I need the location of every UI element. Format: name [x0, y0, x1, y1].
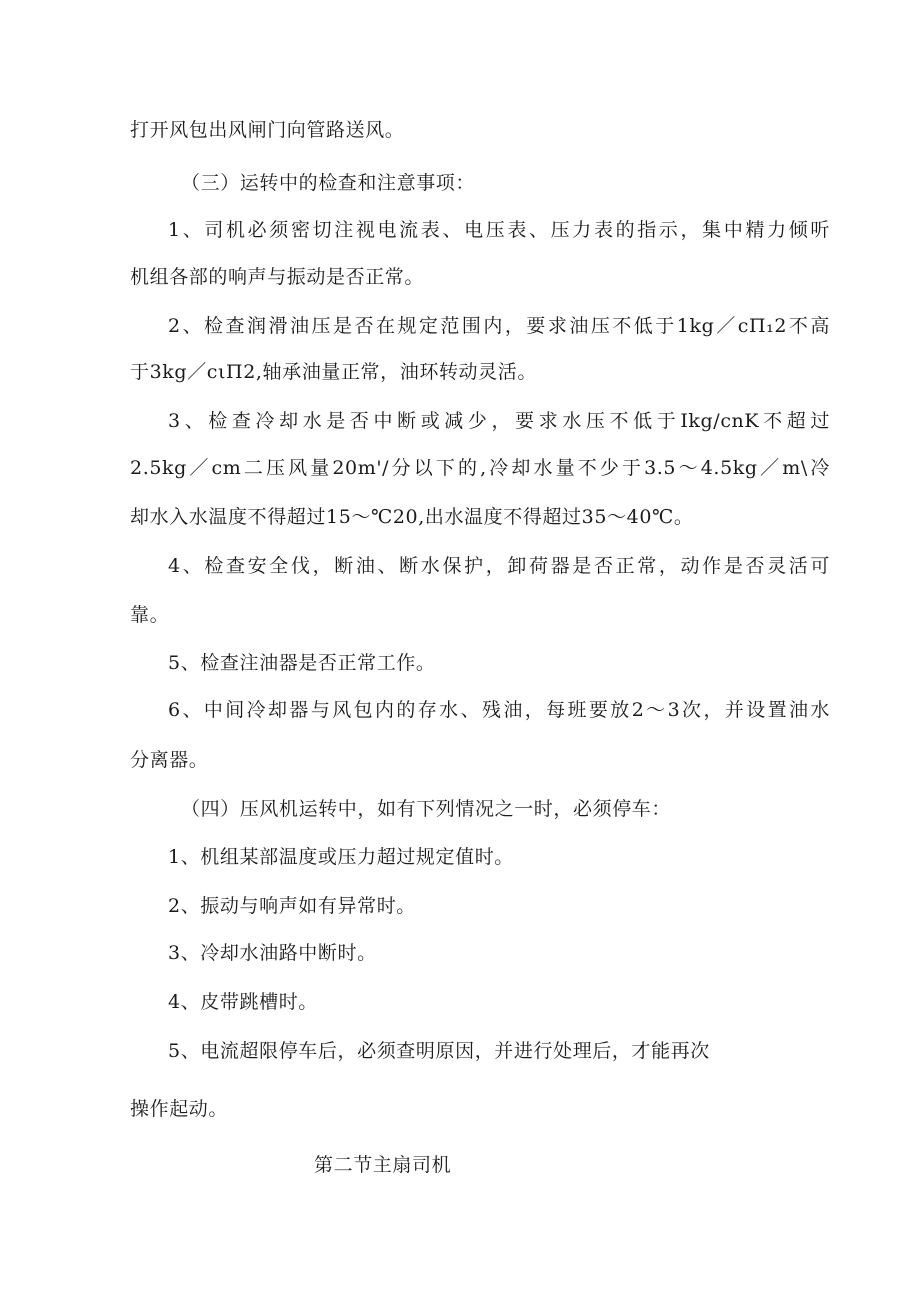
- text-line-stop-5b: 操作起动。: [130, 1098, 229, 1120]
- section-heading: 第二节主扇司机: [314, 1154, 452, 1176]
- text-line-item-5: 5、检查注油器是否正常工作。: [168, 652, 436, 674]
- text-line-item-2b: 于3kg／cιΠ2,轴承油量正常，油环转动灵活。: [130, 361, 537, 383]
- text-line-stop-1: 1、机组某部温度或压力超过规定值时。: [168, 846, 514, 868]
- text-line-item-4a: 4、检查安全伐，断油、断水保护，卸荷器是否正常，动作是否灵活可: [168, 555, 830, 577]
- text-line-item-3b: 2.5kg／cm二压风量20m'/分以下的,冷却水量不少于3.5～4.5kg／m\冷: [130, 457, 830, 479]
- text-line-item-1a: 1、司机必须密切注视电流表、电压表、压力表的指示，集中精力倾听: [168, 219, 830, 241]
- text-line-item-6a: 6、中间冷却器与风包内的存水、残油，每班要放2～3次，并设置油水: [168, 699, 830, 721]
- text-line-stop-2: 2、振动与响声如有异常时。: [168, 895, 416, 917]
- text-line-item-3c: 却水入水温度不得超过15～℃20,出水温度不得超过35～40℃。: [130, 506, 694, 528]
- text-line-stop-4: 4、皮带跳槽时。: [168, 991, 318, 1013]
- subheading-4: （四）压风机运转中，如有下列情况之一时，必须停车：: [181, 798, 672, 820]
- text-line-item-3a: 3、检查冷却水是否中断或减少，要求水压不低于Ikg/cnK不超过: [168, 410, 830, 432]
- subheading-3: （三）运转中的检查和注意事项：: [181, 172, 476, 194]
- text-line-item-4b: 靠。: [130, 604, 170, 626]
- text-line-stop-5a: 5、电流超限停车后，必须查明原因，并进行处理后，才能再次: [168, 1040, 710, 1062]
- text-line-1: 打开风包出风闸门向管路送风。: [130, 119, 405, 141]
- text-line-item-2a: 2、检查润滑油压是否在规定范围内，要求油压不低于1kg／cΠ₁2不高: [168, 315, 830, 337]
- text-line-item-6b: 分离器。: [130, 749, 209, 771]
- text-line-item-1b: 机组各部的响声与振动是否正常。: [130, 266, 425, 288]
- text-line-stop-3: 3、冷却水油路中断时。: [168, 942, 377, 964]
